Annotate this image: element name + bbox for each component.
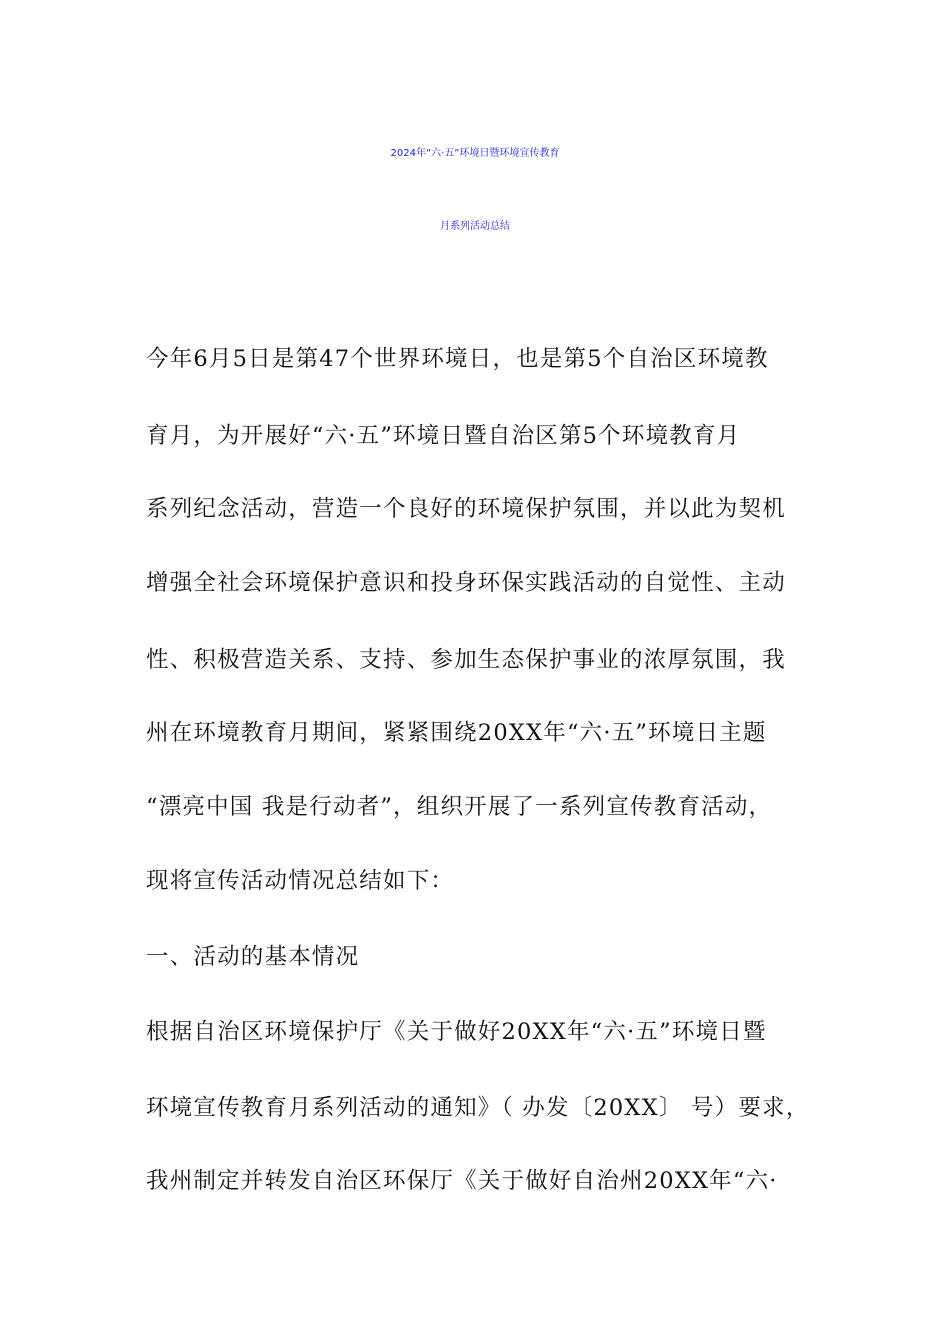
body-line: 根据自治区环境保护厅《关于做好20XX年“六·五”环境日暨	[146, 1019, 767, 1045]
body-line: 今年6月5日是第47个世界环境日，也是第5个自治区环境教	[146, 346, 769, 372]
document-title-line-1: 2024年“六·五”环境日暨环境宣传教育	[390, 148, 560, 159]
body-line: 系列纪念活动，营造一个良好的环境保护氛围，并以此为契机	[146, 496, 786, 522]
section-heading: 一、活动的基本情况	[146, 944, 360, 970]
body-line: 性、积极营造关系、支持、参加生态保护事业的浓厚氛围，我	[146, 647, 786, 673]
document-title-line-2: 月系列活动总结	[440, 221, 510, 232]
body-line: 我州制定并转发自治区环保厅《关于做好自治州20XX年“六·	[146, 1168, 778, 1194]
body-line: 增强全社会环境保护意识和投身环保实践活动的自觉性、主动	[146, 570, 786, 596]
body-line: 环境宣传教育月系列活动的通知》（ 办发〔20XX〕 号）要求，	[146, 1095, 810, 1121]
body-line: 现将宣传活动情况总结如下：	[146, 868, 455, 894]
body-line: 育月，为开展好“六·五”环境日暨自治区第5个环境教育月	[146, 423, 741, 449]
body-line: “漂亮中国 我是行动者”，组织开展了一系列宣传教育活动，	[146, 794, 773, 820]
body-line: 州在环境教育月期间，紧紧围绕20XX年“六·五”环境日主题	[146, 720, 767, 746]
